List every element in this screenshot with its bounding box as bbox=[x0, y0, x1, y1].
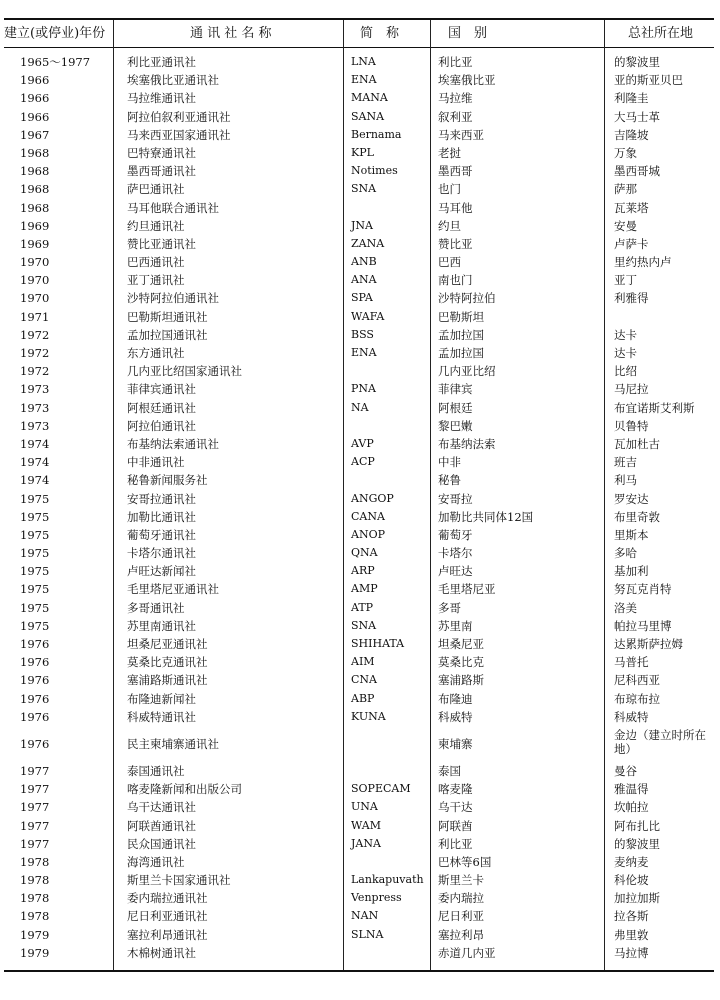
row-year: 1974 bbox=[20, 436, 50, 451]
row-abbreviation: WAFA bbox=[351, 309, 385, 323]
row-agency-name: 中非通讯社 bbox=[127, 455, 185, 470]
table-row bbox=[0, 708, 720, 726]
row-agency-name: 孟加拉国通讯社 bbox=[127, 327, 208, 342]
row-agency-name: 安哥拉通讯社 bbox=[127, 491, 196, 506]
row-agency-name: 巴勒斯坦通讯社 bbox=[127, 309, 208, 324]
row-headquarters: 班吉 bbox=[614, 455, 637, 470]
row-abbreviation: JNA bbox=[351, 218, 373, 232]
row-headquarters: 贝鲁特 bbox=[614, 418, 649, 433]
row-country: 塞拉利昂 bbox=[438, 927, 484, 942]
row-country: 莫桑比克 bbox=[438, 655, 484, 670]
row-country: 孟加拉国 bbox=[438, 346, 484, 360]
row-headquarters: 利马 bbox=[614, 473, 637, 488]
table-row bbox=[0, 853, 720, 871]
row-headquarters: 里斯本 bbox=[614, 527, 649, 542]
row-year: 1979 bbox=[20, 945, 50, 960]
row-agency-name: 阿拉伯叙利亚通讯社 bbox=[127, 109, 231, 124]
row-year: 1975 bbox=[20, 618, 50, 633]
row-agency-name: 卡塔尔通讯社 bbox=[127, 546, 196, 561]
row-country: 葡萄牙 bbox=[438, 527, 473, 542]
row-agency-name: 加勒比通讯社 bbox=[127, 509, 196, 524]
row-country: 几内亚比绍 bbox=[438, 364, 496, 379]
row-agency-name: 布隆迪新闻社 bbox=[127, 691, 196, 706]
table-row bbox=[0, 798, 720, 816]
row-abbreviation: AVP bbox=[351, 436, 374, 450]
row-country: 阿根廷 bbox=[438, 400, 473, 415]
row-abbreviation: PNA bbox=[351, 382, 376, 396]
row-abbreviation: ACP bbox=[351, 455, 375, 469]
row-country: 赞比亚 bbox=[438, 236, 473, 251]
table-row bbox=[0, 471, 720, 489]
table-row bbox=[0, 726, 720, 762]
row-year: 1969 bbox=[20, 218, 50, 233]
row-headquarters: 马尼拉 bbox=[614, 382, 649, 397]
row-year: 1973 bbox=[20, 400, 50, 415]
row-year: 1975 bbox=[20, 491, 50, 506]
row-abbreviation: BSS bbox=[351, 327, 374, 341]
row-country: 黎巴嫩 bbox=[438, 418, 473, 433]
row-country: 乌干达 bbox=[438, 800, 473, 815]
row-year: 1975 bbox=[20, 527, 50, 542]
row-agency-name: 阿根廷通讯社 bbox=[127, 400, 196, 415]
header-hq: 总社所在地 bbox=[628, 26, 694, 41]
row-country: 埃塞俄比亚 bbox=[438, 73, 496, 88]
row-country: 秘鲁 bbox=[438, 473, 461, 488]
row-headquarters: 利雅得 bbox=[614, 291, 649, 306]
row-year: 1966 bbox=[20, 73, 50, 88]
row-agency-name: 苏里南通讯社 bbox=[127, 618, 196, 633]
row-headquarters: 萨那 bbox=[614, 182, 637, 197]
row-headquarters: 瓦莱塔 bbox=[614, 200, 649, 215]
row-headquarters: 安曼 bbox=[614, 218, 637, 233]
row-agency-name: 约旦通讯社 bbox=[127, 218, 185, 233]
row-headquarters: 帕拉马里博 bbox=[614, 618, 672, 633]
header-year: 建立(或停业)年份 bbox=[4, 26, 106, 41]
row-country: 泰国 bbox=[438, 763, 461, 778]
header-abbr: 简 称 bbox=[360, 26, 400, 41]
row-abbreviation: ENA bbox=[351, 73, 377, 87]
row-country: 坦桑尼亚 bbox=[438, 637, 484, 651]
row-year: 1972 bbox=[20, 364, 50, 379]
row-abbreviation: Notimes bbox=[351, 164, 398, 178]
row-abbreviation: SOPECAM bbox=[351, 782, 411, 796]
row-year: 1977 bbox=[20, 763, 50, 778]
table-row bbox=[0, 635, 720, 653]
row-abbreviation: CANA bbox=[351, 509, 385, 523]
table-row bbox=[0, 690, 720, 708]
row-agency-name: 埃塞俄比亚通讯社 bbox=[127, 73, 219, 88]
row-agency-name: 马拉维通讯社 bbox=[127, 91, 196, 106]
row-year: 1978 bbox=[20, 891, 50, 906]
row-headquarters: 吉隆坡 bbox=[614, 127, 649, 142]
row-country: 加勒比共同体12国 bbox=[438, 509, 534, 524]
row-abbreviation: ATP bbox=[351, 600, 374, 614]
row-agency-name: 布基纳法索通讯社 bbox=[127, 436, 219, 451]
row-country: 塞浦路斯 bbox=[438, 673, 484, 688]
table-row bbox=[0, 71, 720, 89]
table-row bbox=[0, 217, 720, 235]
row-year: 1976 bbox=[20, 673, 50, 688]
row-year: 1973 bbox=[20, 382, 50, 397]
row-abbreviation: WAM bbox=[351, 818, 381, 832]
row-year: 1978 bbox=[20, 909, 50, 924]
row-headquarters: 罗安达 bbox=[614, 491, 649, 506]
table-header-rule bbox=[4, 47, 714, 48]
row-country: 马耳他 bbox=[438, 200, 473, 215]
row-abbreviation: Bernama bbox=[351, 127, 402, 141]
row-abbreviation: ZANA bbox=[351, 236, 385, 250]
row-year: 1977 bbox=[20, 800, 50, 815]
row-year: 1976 bbox=[20, 691, 50, 706]
row-abbreviation: ABP bbox=[351, 691, 375, 705]
row-year: 1968 bbox=[20, 145, 50, 160]
row-year: 1971 bbox=[20, 309, 50, 324]
row-headquarters: 科威特 bbox=[614, 709, 649, 724]
table-row bbox=[0, 835, 720, 853]
table-row bbox=[0, 762, 720, 780]
row-headquarters: 比绍 bbox=[614, 364, 637, 379]
table-row bbox=[0, 926, 720, 944]
table-body bbox=[0, 53, 720, 962]
row-agency-name: 葡萄牙通讯社 bbox=[127, 527, 196, 542]
table-row bbox=[0, 199, 720, 217]
row-country: 巴林等6国 bbox=[438, 854, 492, 869]
table-row bbox=[0, 308, 720, 326]
row-abbreviation: KPL bbox=[351, 145, 374, 159]
row-abbreviation: ARP bbox=[351, 564, 375, 578]
row-agency-name: 赞比亚通讯社 bbox=[127, 236, 196, 251]
table-row bbox=[0, 599, 720, 617]
row-year: 1969 bbox=[20, 236, 50, 251]
row-year: 1977 bbox=[20, 836, 50, 851]
row-country: 巴勒斯坦 bbox=[438, 309, 484, 324]
row-country: 中非 bbox=[438, 455, 461, 470]
row-abbreviation: MANA bbox=[351, 91, 388, 105]
row-headquarters: 雅温得 bbox=[614, 782, 649, 797]
row-agency-name: 马来西亚国家通讯社 bbox=[127, 127, 231, 142]
table-row bbox=[0, 235, 720, 253]
row-country: 斯里兰卡 bbox=[438, 873, 484, 888]
table-row bbox=[0, 326, 720, 344]
row-country: 利比亚 bbox=[438, 55, 473, 69]
row-agency-name: 科威特通讯社 bbox=[127, 709, 196, 724]
row-country: 科威特 bbox=[438, 709, 473, 724]
row-year: 1975 bbox=[20, 546, 50, 561]
row-agency-name: 塞拉利昂通讯社 bbox=[127, 927, 208, 942]
row-year: 1966 bbox=[20, 109, 50, 124]
row-abbreviation: NAN bbox=[351, 909, 379, 923]
row-year: 1968 bbox=[20, 164, 50, 179]
row-agency-name: 东方通讯社 bbox=[127, 346, 185, 360]
row-year: 1966 bbox=[20, 91, 50, 106]
table-row bbox=[0, 271, 720, 289]
row-headquarters: 布里奇敦 bbox=[614, 509, 660, 524]
row-agency-name: 几内亚比绍国家通讯社 bbox=[127, 364, 242, 379]
row-agency-name: 利比亚通讯社 bbox=[127, 55, 196, 69]
row-country: 菲律宾 bbox=[438, 382, 473, 397]
row-year: 1974 bbox=[20, 473, 50, 488]
row-country: 巴西 bbox=[438, 255, 461, 270]
row-agency-name: 阿拉伯通讯社 bbox=[127, 418, 196, 433]
row-headquarters: 大马士革 bbox=[614, 109, 660, 124]
row-agency-name: 委内瑞拉通讯社 bbox=[127, 891, 208, 906]
row-country: 利比亚 bbox=[438, 836, 473, 851]
row-country: 墨西哥 bbox=[438, 164, 473, 179]
row-agency-name: 巴特寮通讯社 bbox=[127, 145, 196, 160]
row-abbreviation: SHIHATA bbox=[351, 637, 405, 650]
row-headquarters: 曼谷 bbox=[614, 763, 637, 778]
row-year: 1975 bbox=[20, 564, 50, 579]
table-row bbox=[0, 399, 720, 417]
row-country: 南也门 bbox=[438, 273, 473, 288]
row-country: 老挝 bbox=[438, 145, 461, 160]
row-year: 1979 bbox=[20, 927, 50, 942]
row-agency-name: 秘鲁新闻服务社 bbox=[127, 473, 208, 488]
row-country: 赤道几内亚 bbox=[438, 945, 496, 960]
row-agency-name: 坦桑尼亚通讯社 bbox=[127, 637, 208, 651]
row-headquarters: 里约热内卢 bbox=[614, 255, 672, 270]
row-agency-name: 乌干达通讯社 bbox=[127, 800, 196, 815]
header-country: 国 别 bbox=[448, 26, 488, 41]
row-headquarters: 麦纳麦 bbox=[614, 854, 649, 869]
row-country: 约旦 bbox=[438, 218, 461, 233]
row-country: 尼日利亚 bbox=[438, 909, 484, 924]
row-agency-name: 斯里兰卡国家通讯社 bbox=[127, 873, 231, 888]
row-headquarters: 加拉加斯 bbox=[614, 891, 660, 906]
row-year: 1975 bbox=[20, 600, 50, 615]
row-year: 1978 bbox=[20, 854, 50, 869]
table-row bbox=[0, 380, 720, 398]
row-year: 1977 bbox=[20, 818, 50, 833]
row-agency-name: 巴西通讯社 bbox=[127, 255, 185, 270]
row-abbreviation: UNA bbox=[351, 800, 378, 814]
row-abbreviation: AIM bbox=[351, 655, 375, 669]
row-agency-name: 木棉树通讯社 bbox=[127, 945, 196, 960]
row-abbreviation: Lankapuvath bbox=[351, 873, 424, 887]
table-row bbox=[0, 435, 720, 453]
table-row bbox=[0, 653, 720, 671]
row-country: 布隆迪 bbox=[438, 691, 473, 706]
row-headquarters: 亚的斯亚贝巴 bbox=[614, 73, 683, 88]
row-country: 阿联酋 bbox=[438, 818, 473, 833]
row-country: 委内瑞拉 bbox=[438, 891, 484, 906]
row-year: 1977 bbox=[20, 782, 50, 797]
table-row bbox=[0, 417, 720, 435]
row-country: 卡塔尔 bbox=[438, 546, 473, 561]
row-headquarters: 亚丁 bbox=[614, 273, 637, 288]
row-year: 1976 bbox=[20, 736, 50, 751]
row-headquarters: 坎帕拉 bbox=[614, 800, 649, 815]
row-year: 1968 bbox=[20, 182, 50, 197]
row-abbreviation: SLNA bbox=[351, 927, 384, 941]
row-country: 喀麦隆 bbox=[438, 782, 473, 797]
table-row bbox=[0, 871, 720, 889]
row-headquarters: 墨西哥城 bbox=[614, 164, 660, 179]
table-row bbox=[0, 180, 720, 198]
row-abbreviation: CNA bbox=[351, 673, 377, 687]
row-headquarters: 弗里敦 bbox=[614, 927, 649, 942]
row-agency-name: 莫桑比克通讯社 bbox=[127, 655, 208, 670]
table-row bbox=[0, 562, 720, 580]
row-agency-name: 民主柬埔寨通讯社 bbox=[127, 736, 219, 751]
row-country: 布基纳法索 bbox=[438, 436, 496, 451]
row-headquarters: 布宜诺斯艾利斯 bbox=[614, 400, 695, 415]
row-year: 1968 bbox=[20, 200, 50, 215]
row-agency-name: 多哥通讯社 bbox=[127, 600, 185, 615]
row-headquarters: 阿布扎比 bbox=[614, 818, 660, 833]
row-headquarters: 多哈 bbox=[614, 546, 637, 561]
row-headquarters: 马普托 bbox=[614, 655, 649, 670]
row-headquarters: 努瓦克肖特 bbox=[614, 582, 672, 597]
row-abbreviation: SNA bbox=[351, 182, 377, 196]
row-abbreviation: SANA bbox=[351, 109, 385, 123]
row-headquarters: 金边（建立时所在地） bbox=[614, 727, 706, 756]
table-row bbox=[0, 162, 720, 180]
table-row bbox=[0, 889, 720, 907]
table-row bbox=[0, 53, 720, 71]
table-row bbox=[0, 780, 720, 798]
row-year: 1970 bbox=[20, 291, 50, 306]
row-agency-name: 塞浦路斯通讯社 bbox=[127, 673, 208, 688]
row-country: 苏里南 bbox=[438, 618, 473, 633]
row-year: 1972 bbox=[20, 327, 50, 342]
row-year: 1978 bbox=[20, 873, 50, 888]
row-year: 1976 bbox=[20, 637, 50, 651]
row-year: 1970 bbox=[20, 255, 50, 270]
row-year: 1975 bbox=[20, 509, 50, 524]
table-row bbox=[0, 617, 720, 635]
row-abbreviation: AMP bbox=[351, 582, 378, 596]
row-country: 马来西亚 bbox=[438, 127, 484, 142]
table-row bbox=[0, 126, 720, 144]
row-headquarters: 马拉博 bbox=[614, 945, 649, 960]
table-row bbox=[0, 508, 720, 526]
row-headquarters: 的黎波里 bbox=[614, 55, 660, 69]
row-year: 1965～1977 bbox=[20, 55, 91, 69]
table-row bbox=[0, 362, 720, 380]
table-row bbox=[0, 526, 720, 544]
row-year: 1974 bbox=[20, 455, 50, 470]
row-headquarters: 科伦坡 bbox=[614, 873, 649, 888]
table-row bbox=[0, 817, 720, 835]
row-year: 1973 bbox=[20, 418, 50, 433]
row-abbreviation: SPA bbox=[351, 291, 373, 305]
row-abbreviation: JANA bbox=[351, 836, 381, 850]
row-country: 孟加拉国 bbox=[438, 327, 484, 342]
row-country: 多哥 bbox=[438, 600, 461, 615]
header-name: 通 讯 社 名 称 bbox=[190, 26, 272, 41]
row-year: 1975 bbox=[20, 582, 50, 597]
row-year: 1970 bbox=[20, 273, 50, 288]
table-row bbox=[0, 907, 720, 925]
row-headquarters: 基加利 bbox=[614, 564, 649, 579]
row-headquarters: 尼科西亚 bbox=[614, 673, 660, 688]
table-row bbox=[0, 453, 720, 471]
row-agency-name: 海湾通讯社 bbox=[127, 854, 185, 869]
row-agency-name: 阿联酋通讯社 bbox=[127, 818, 196, 833]
row-headquarters: 瓦加杜古 bbox=[614, 436, 660, 451]
row-country: 马拉维 bbox=[438, 91, 473, 106]
row-abbreviation: ANGOP bbox=[351, 491, 394, 505]
table-row bbox=[0, 544, 720, 562]
row-headquarters: 达累斯萨拉姆 bbox=[614, 637, 683, 651]
table-row bbox=[0, 671, 720, 689]
table-row bbox=[0, 144, 720, 162]
row-headquarters: 拉各斯 bbox=[614, 909, 649, 924]
row-agency-name: 菲律宾通讯社 bbox=[127, 382, 196, 397]
row-abbreviation: QNA bbox=[351, 546, 378, 560]
table-row bbox=[0, 580, 720, 598]
row-year: 1972 bbox=[20, 346, 50, 360]
row-headquarters: 达卡 bbox=[614, 346, 637, 360]
row-agency-name: 喀麦隆新闻和出版公司 bbox=[127, 782, 242, 797]
table-row bbox=[0, 490, 720, 508]
row-abbreviation: ANA bbox=[351, 273, 377, 287]
row-headquarters: 万象 bbox=[614, 145, 637, 160]
row-headquarters: 布琼布拉 bbox=[614, 691, 660, 706]
row-country: 毛里塔尼亚 bbox=[438, 582, 496, 597]
row-abbreviation: SNA bbox=[351, 618, 377, 632]
row-headquarters: 利隆圭 bbox=[614, 91, 649, 106]
table-row bbox=[0, 944, 720, 962]
row-country: 沙特阿拉伯 bbox=[438, 291, 496, 306]
row-country: 叙利亚 bbox=[438, 109, 473, 124]
row-headquarters: 卢萨卡 bbox=[614, 236, 649, 251]
row-abbreviation: ENA bbox=[351, 346, 377, 359]
row-year: 1976 bbox=[20, 709, 50, 724]
row-abbreviation: NA bbox=[351, 400, 369, 414]
row-abbreviation: ANB bbox=[351, 255, 377, 269]
row-headquarters: 达卡 bbox=[614, 327, 637, 342]
table-bottom-rule bbox=[4, 970, 714, 972]
row-agency-name: 卢旺达新闻社 bbox=[127, 564, 196, 579]
table-row bbox=[0, 108, 720, 126]
table-row bbox=[0, 344, 720, 362]
row-country: 柬埔寨 bbox=[438, 736, 473, 751]
row-country: 卢旺达 bbox=[438, 564, 473, 579]
row-agency-name: 亚丁通讯社 bbox=[127, 273, 185, 288]
row-year: 1967 bbox=[20, 127, 50, 142]
row-headquarters: 的黎波里 bbox=[614, 836, 660, 851]
row-country: 也门 bbox=[438, 182, 461, 197]
table-row bbox=[0, 289, 720, 307]
row-agency-name: 马耳他联合通讯社 bbox=[127, 200, 219, 215]
row-year: 1976 bbox=[20, 655, 50, 670]
table-header bbox=[0, 20, 720, 47]
row-abbreviation: KUNA bbox=[351, 709, 386, 723]
row-agency-name: 民众国通讯社 bbox=[127, 836, 196, 851]
row-abbreviation: Venpress bbox=[351, 891, 402, 905]
row-headquarters: 洛美 bbox=[614, 600, 637, 615]
row-agency-name: 尼日利亚通讯社 bbox=[127, 909, 208, 924]
row-agency-name: 墨西哥通讯社 bbox=[127, 164, 196, 179]
row-abbreviation: ANOP bbox=[351, 527, 385, 541]
row-country: 安哥拉 bbox=[438, 491, 473, 506]
row-agency-name: 沙特阿拉伯通讯社 bbox=[127, 291, 219, 306]
table-row bbox=[0, 253, 720, 271]
row-agency-name: 毛里塔尼亚通讯社 bbox=[127, 582, 219, 597]
row-agency-name: 泰国通讯社 bbox=[127, 763, 185, 778]
table-row bbox=[0, 89, 720, 107]
row-abbreviation: LNA bbox=[351, 55, 376, 68]
row-agency-name: 萨巴通讯社 bbox=[127, 182, 185, 197]
